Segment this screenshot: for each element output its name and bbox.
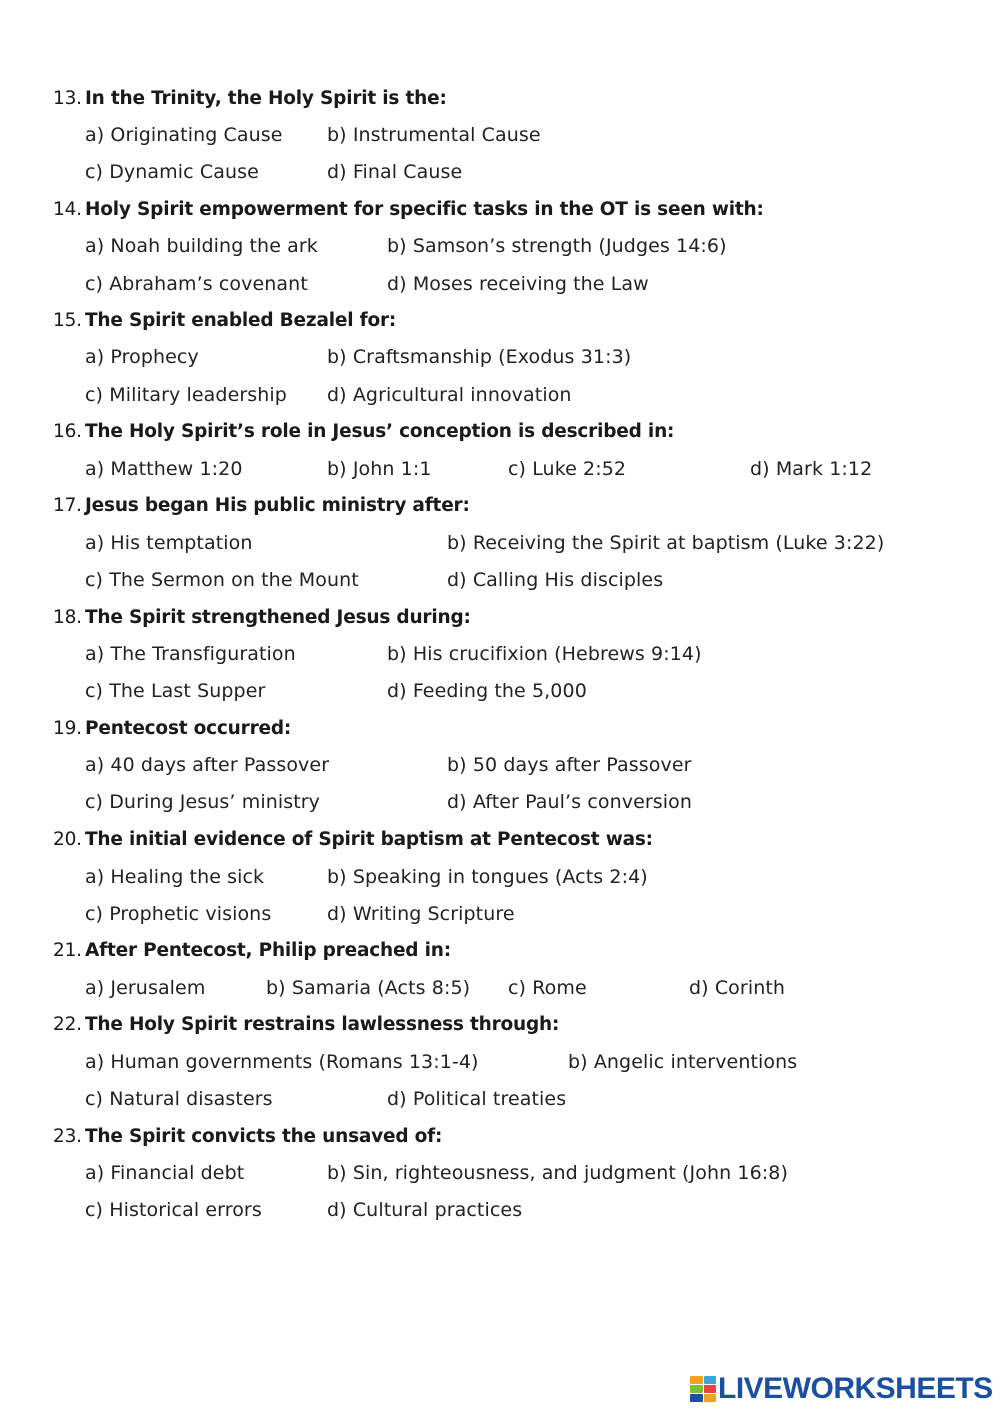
liveworksheets-logo	[690, 1374, 993, 1404]
logo-text: LIVEWORKSHEETS	[718, 1372, 993, 1405]
question-text: The Holy Spirit’s role in Jesus’ conception is described in:	[85, 421, 675, 442]
option-c[interactable]: c) Historical errors	[85, 1199, 262, 1221]
option-b[interactable]: b) Samson’s strength (Judges 14:6)	[387, 235, 727, 257]
option-b[interactable]: b) Sin, righteousness, and judgment (John 16:8)	[327, 1162, 788, 1184]
option-c[interactable]: c) Natural disasters	[85, 1088, 273, 1110]
question-number: 18.	[53, 607, 82, 628]
question-text: After Pentecost, Philip preached in:	[85, 940, 451, 961]
option-b[interactable]: b) Receiving the Spirit at baptism (Luke 3:22)	[447, 532, 885, 554]
question-23	[53, 1126, 442, 1147]
question-number: 22.	[53, 1014, 82, 1035]
option-b[interactable]: b) His crucifixion (Hebrews 9:14)	[387, 643, 702, 665]
question-text: Jesus began His public ministry after:	[85, 495, 470, 516]
question-text: The Spirit convicts the unsaved of:	[85, 1126, 443, 1147]
question-22	[53, 1014, 559, 1035]
option-b[interactable]: b) Craftsmanship (Exodus 31:3)	[327, 346, 632, 368]
option-a[interactable]: a) Financial debt	[85, 1162, 245, 1184]
option-b[interactable]: b) Angelic interventions	[568, 1051, 798, 1073]
option-d[interactable]: d) Feeding the 5,000	[387, 680, 587, 702]
question-text: Holy Spirit empowerment for specific tasks in the OT is seen with:	[85, 199, 764, 220]
option-c[interactable]: c) During Jesus’ ministry	[85, 791, 321, 813]
option-d[interactable]: d) Agricultural innovation	[327, 384, 572, 406]
option-b[interactable]: b) Samaria (Acts 8:5)	[266, 977, 471, 999]
question-19	[53, 718, 291, 739]
question-number: 16.	[53, 421, 82, 442]
question-number: 21.	[53, 940, 82, 961]
option-c[interactable]: c) Prophetic visions	[85, 903, 272, 925]
option-c[interactable]: c) The Last Supper	[85, 680, 266, 702]
question-text: Pentecost occurred:	[85, 718, 292, 739]
option-c[interactable]: c) Rome	[508, 977, 587, 999]
option-a[interactable]: a) Prophecy	[85, 346, 199, 368]
option-c[interactable]: c) Abraham’s covenant	[85, 273, 308, 295]
option-c[interactable]: c) Luke 2:52	[508, 458, 627, 480]
question-number: 17.	[53, 495, 82, 516]
question-15	[53, 310, 396, 331]
option-a[interactable]: a) 40 days after Passover	[85, 754, 330, 776]
option-a[interactable]: a) Human governments (Romans 13:1-4)	[85, 1051, 479, 1073]
question-number: 14.	[53, 199, 82, 220]
question-text: The initial evidence of Spirit baptism at Pentecost was:	[85, 829, 653, 850]
question-14	[53, 199, 764, 220]
option-c[interactable]: c) Military leadership	[85, 384, 287, 406]
question-number: 20.	[53, 829, 82, 850]
question-text: The Holy Spirit restrains lawlessness through:	[85, 1014, 560, 1035]
question-18	[53, 607, 471, 628]
logo-mark-icon	[690, 1376, 716, 1402]
question-13	[53, 88, 447, 109]
option-b[interactable]: b) Speaking in tongues (Acts 2:4)	[327, 866, 648, 888]
question-text: The Spirit strengthened Jesus during:	[85, 607, 471, 628]
option-d[interactable]: d) Final Cause	[327, 161, 463, 183]
option-a[interactable]: a) Jerusalem	[85, 977, 206, 999]
option-a[interactable]: a) Originating Cause	[85, 124, 283, 146]
option-a[interactable]: a) Matthew 1:20	[85, 458, 243, 480]
question-number: 13.	[53, 88, 82, 109]
question-21	[53, 940, 451, 961]
question-number: 15.	[53, 310, 82, 331]
option-d[interactable]: d) Mark 1:12	[750, 458, 873, 480]
option-d[interactable]: d) Writing Scripture	[327, 903, 515, 925]
question-number: 19.	[53, 718, 82, 739]
question-20	[53, 829, 653, 850]
option-a[interactable]: a) The Transfiguration	[85, 643, 296, 665]
option-a[interactable]: a) His temptation	[85, 532, 253, 554]
option-b[interactable]: b) 50 days after Passover	[447, 754, 692, 776]
option-a[interactable]: a) Noah building the ark	[85, 235, 318, 257]
option-d[interactable]: d) Cultural practices	[327, 1199, 523, 1221]
option-a[interactable]: a) Healing the sick	[85, 866, 265, 888]
option-d[interactable]: d) Political treaties	[387, 1088, 567, 1110]
option-d[interactable]: d) Corinth	[689, 977, 786, 999]
option-b[interactable]: b) John 1:1	[327, 458, 432, 480]
question-number: 23.	[53, 1126, 82, 1147]
question-17	[53, 495, 470, 516]
question-text: The Spirit enabled Bezalel for:	[85, 310, 397, 331]
option-b[interactable]: b) Instrumental Cause	[327, 124, 541, 146]
option-d[interactable]: d) Calling His disciples	[447, 569, 664, 591]
question-16	[53, 421, 674, 442]
option-c[interactable]: c) The Sermon on the Mount	[85, 569, 359, 591]
option-c[interactable]: c) Dynamic Cause	[85, 161, 259, 183]
question-text: In the Trinity, the Holy Spirit is the:	[85, 88, 447, 109]
option-d[interactable]: d) Moses receiving the Law	[387, 273, 649, 295]
option-d[interactable]: d) After Paul’s conversion	[447, 791, 693, 813]
